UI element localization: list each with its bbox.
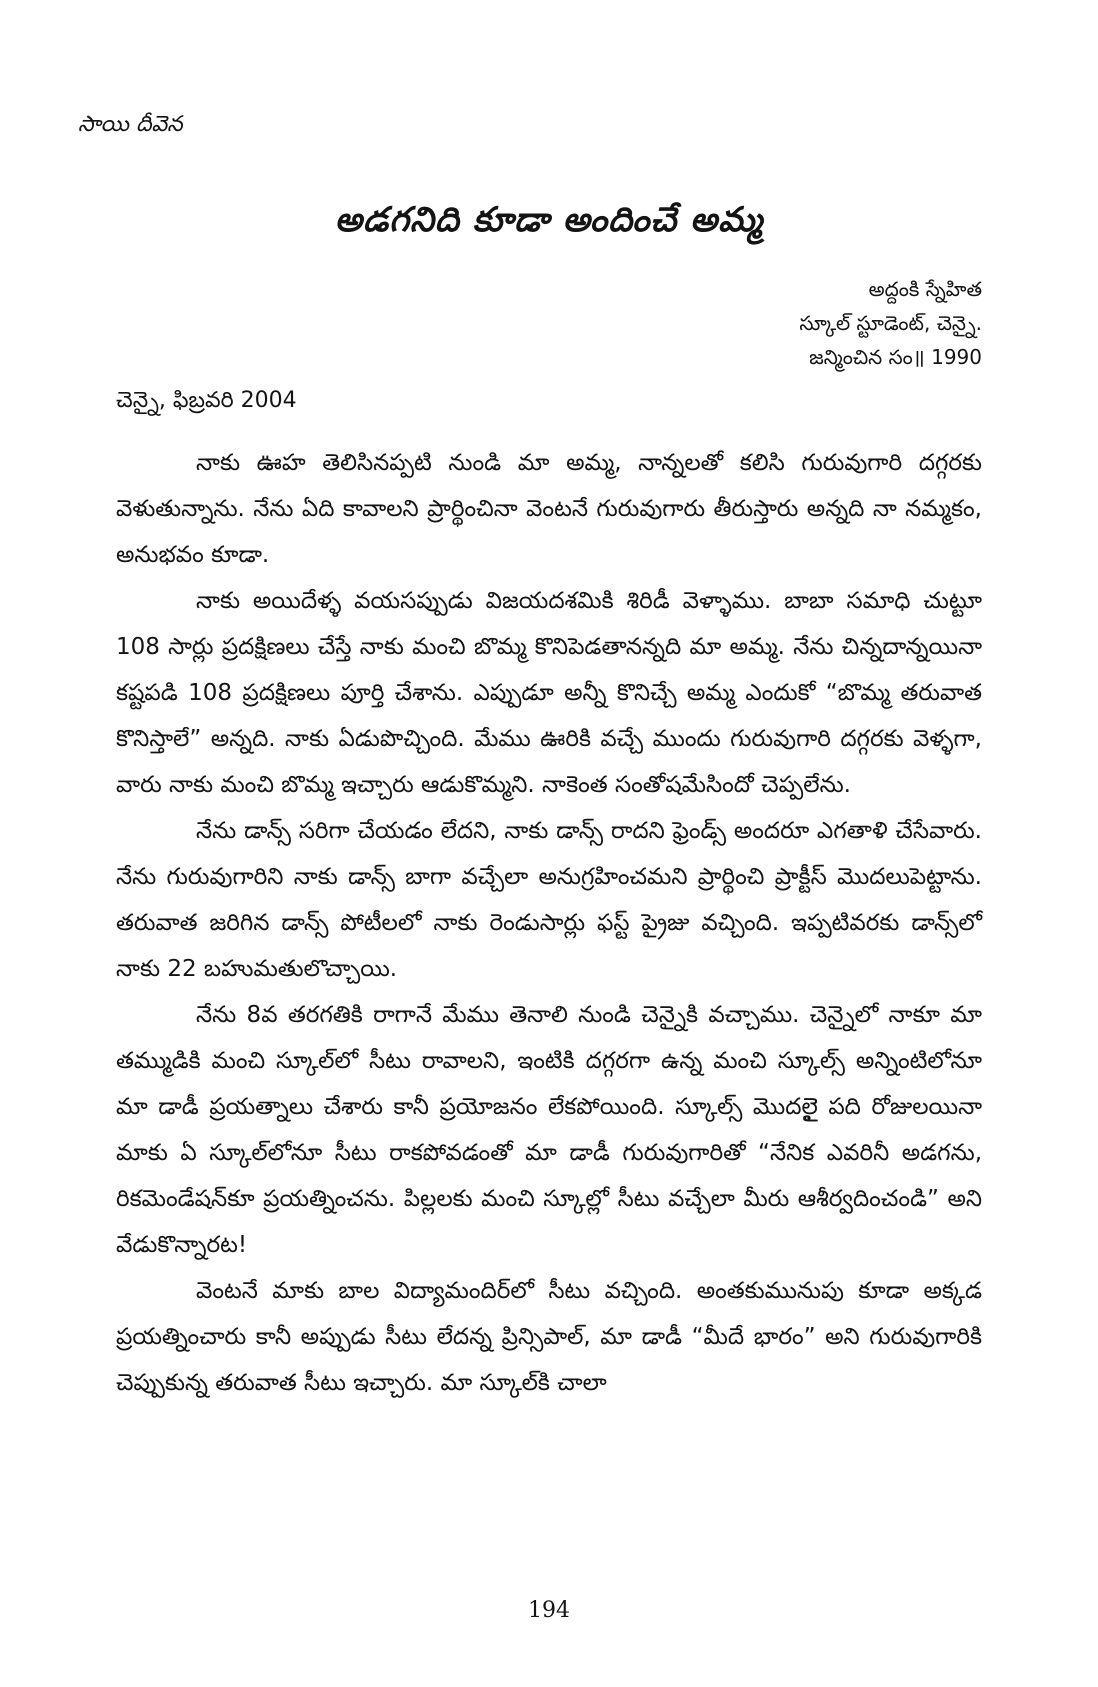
running-header: సాయి దీవెన <box>78 112 183 137</box>
author-name: అద్దంకి స్నేహిత <box>868 277 982 301</box>
page-number: 194 <box>528 1598 570 1623</box>
paragraph: నాకు ఊహ తెలిసినప్పటి నుండి మా అమ్మ, నాన్నలతో కలిసి గురువుగారి దగ్గరకు వెళుతున్నాను. నేను ఏది కావాలని ప్రార్థించినా వెంటనే గురువుగారు తీరుస్తారు అన్నది నా నమ్మకం, అనుభవం కూడా. <box>116 450 982 568</box>
article-body <box>116 440 982 1406</box>
paragraph: నాకు అయిదేళ్ళ వయసప్పుడు విజయదశమికి శిరిడీ వెళ్ళాము. బాబా సమాధి చుట్టూ 108 సార్లు ప్రదక్షిణలు చేస్తే నాకు మంచి బొమ్మ కొనిపెడతానన్నది మా అమ్మ. నేను చిన్నదాన్నయినా కష్టపడి 108 ప్రదక్షిణలు పూర్తి చేశాను. ఎప్పుడూ అన్నీ కొనిచ్చే అమ్మ ఎందుకో “బొమ్మ తరువాత కొనిస్తాలే” అన్నది. నాకు ఏడుపొచ్చింది. మేము ఊరికి వచ్చే ముందు గురువుగారి దగ్గరకు వెళ్ళగా, వారు నాకు మంచి బొమ్మ ఇచ్చారు ఆడుకొమ్మని. నాకెంత సంతోషమేసిందో చెప్పలేను. <box>116 588 982 798</box>
dateline: చెన్నై, ఫిబ్రవరి 2004 <box>116 388 297 413</box>
article-title: అడగనిది కూడా అందించే అమ్మ <box>334 200 764 240</box>
author-birth-year: జన్మించిన సం॥ 1990 <box>809 345 982 369</box>
paragraph: నేను డాన్స్ సరిగా చేయడం లేదని, నాకు డాన్స్ రాదని ఫ్రెండ్స్ అందరూ ఎగతాళి చేసేవారు. నేను గురువుగారిని నాకు డాన్స్ బాగా వచ్చేలా అనుగ్రహించమని ప్రార్థించి ప్రాక్టీస్ మొదలుపెట్టాను. తరువాత జరిగిన డాన్స్ పోటీలలో నాకు రెండుసార్లు ఫస్ట్ ప్రైజు వచ్చింది. ఇప్పటివరకు డాన్స్‌లో నాకు 22 బహుమతులొచ్చాయి. <box>116 818 982 982</box>
paragraph: నేను 8వ తరగతికి రాగానే మేము తెనాలి నుండి చెన్నైకి వచ్చాము. చెన్నైలో నాకూ మా తమ్ముడికి మంచి స్కూల్‌లో సీటు రావాలని, ఇంటికి దగ్గరగా ఉన్న మంచి స్కూల్స్ అన్నింటిలోనూ మా డాడీ ప్రయత్నాలు చేశారు కానీ ప్రయోజనం లేకపోయింది. స్కూల్స్ మొదలైై పది రోజులయినా మాకు ఏ స్కూల్‌లోనూ సీటు రాకపోవడంతో మా డాడీ గురువుగారితో “నేనిక ఎవరినీ అడగను, రికమెండేషన్‌కూ ప్రయత్నించను. పిల్లలకు మంచి స్కూల్లో సీటు వచ్చేలా మీరు ఆశీర్వదించండి” అని వేడుకొన్నారట! <box>116 1002 982 1258</box>
author-byline <box>799 272 982 374</box>
author-role: స్కూల్ స్టూడెంట్, చెన్నై. <box>799 311 982 335</box>
paragraph: వెంటనే మాకు బాల విద్యామందిర్‌లో సీటు వచ్చింది. అంతకుమునుపు కూడా అక్కడ ప్రయత్నించారు కానీ అప్పుడు సీటు లేదన్న ప్రిన్సిపాల్, మా డాడీ “మీదే భారం” అని గురువుగారికి చెప్పుకున్న తరువాత సీటు ఇచ్చారు. మా స్కూల్‌కి చాలా <box>116 1278 982 1396</box>
